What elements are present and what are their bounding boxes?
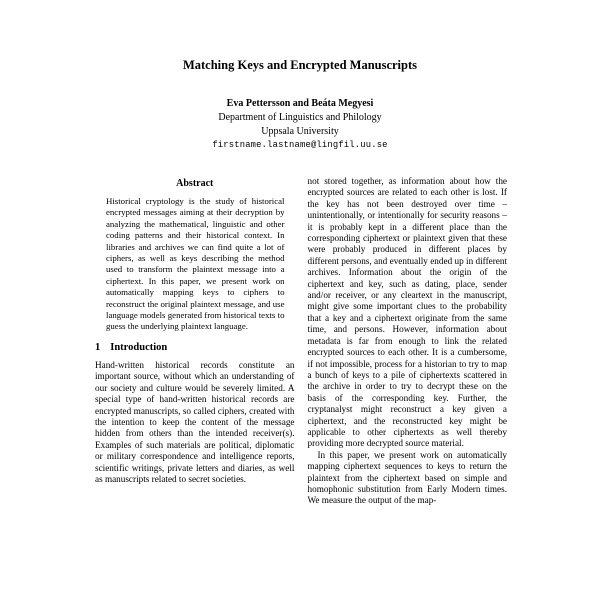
right-column-paragraph-2: In this paper, we present work on automatically mapping ciphertext sequences to keys to return the plaintext from the ciphertext based on simple and homophonic substitution from Early Modern times. We measure the output of the map- <box>307 449 507 506</box>
paper-authors: Eva Pettersson and Beáta Megyesi <box>226 98 374 109</box>
introduction-paragraph: Hand-written historical records constitute an important source, without which an understanding of our society and culture would be severely limited. A special type of hand-written historical records are encrypted manuscripts, so called ciphers, created with the intention to keep the content of the message hidden from others than the intended receiver(s). Examples of such materials are political, diplomatic or military correspondence and intelligence reports, scientific writings, private letters and diaries, as well as manuscripts related to secret societies. <box>95 359 295 484</box>
author-email: firstname.lastname@lingfil.uu.se <box>212 140 388 150</box>
affiliation-university: Uppsala University <box>261 126 339 137</box>
right-column <box>308 176 508 507</box>
abstract-heading: Abstract <box>176 178 214 189</box>
left-column <box>95 176 295 507</box>
section-heading-introduction <box>95 342 295 353</box>
affiliation-department: Department of Linguistics and Philology <box>218 112 382 123</box>
section-number: 1 <box>95 341 101 353</box>
two-column-body <box>95 176 507 507</box>
section-title: Introduction <box>110 341 168 353</box>
paper-title: Matching Keys and Encrypted Manuscripts <box>182 58 418 72</box>
right-column-paragraph-1: not stored together, as information about how the encrypted sources are related to each other is lost. If the key has not been destroyed over time – unintentionally, or intentionally for security reasons – it is probably kept in a different place than the corresponding ciphertext or plaintext given that these were probably produced in different places by different persons, and eventually ended up in different archives. Information about the origin of the ciphertext and key, such as dating, place, sender and/or receiver, or any cleartext in the manuscript, might give some important clues to the probability that a key and a ciphertext originate from the same time, and persons. However, information about metadata is far from enough to link the related encrypted sources to each other. It is a cumbersome, if not impossible, process for a historian to try to map a bunch of keys to a pile of ciphertexts scattered in the archive in order to try to decrypt these on the basis of the corresponding key. Further, the cryptanalyst might reconstruct a key given a ciphertext, and the reconstructed key might be applicable to other ciphertexts as well thereby providing more decrypted source material. <box>307 176 507 449</box>
abstract-text: Historical cryptology is the study of historical encrypted messages aiming at their decryption by analyzing the mathematical, linguistic and other coding patterns and their historical context. In libraries and archives we can find quite a lot of ciphers, as well as keys describing the method used to transform the plaintext message into a ciphertext. In this paper, we present work on automatically mapping keys to ciphers to reconstruct the original plaintext message, and use language models generated from historical texts to guess the underlying plaintext language. <box>106 196 285 332</box>
paper-header <box>0 58 600 150</box>
